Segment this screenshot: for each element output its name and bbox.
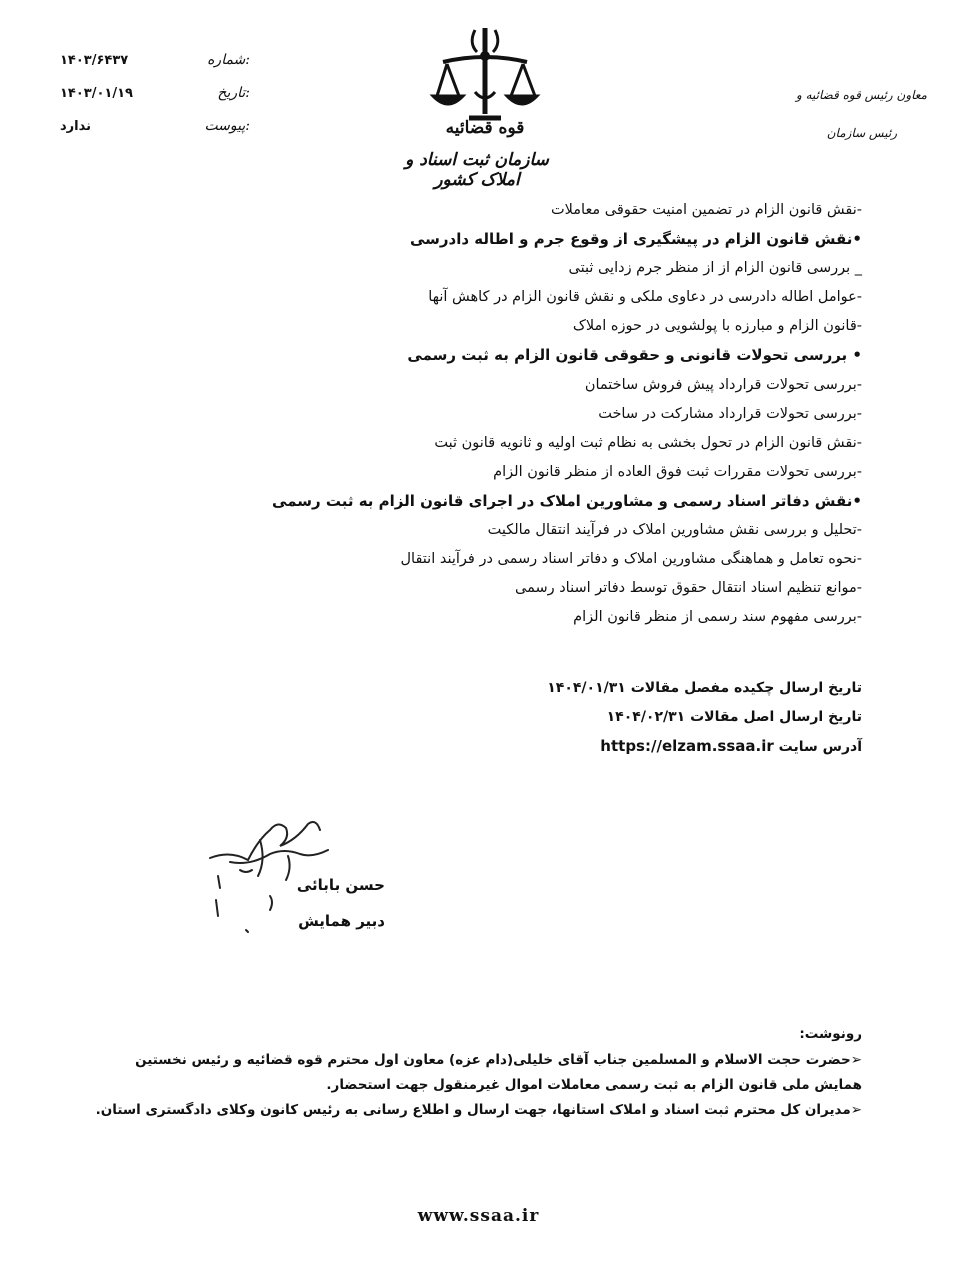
footer-website[interactable]: www.ssaa.ir [417, 1206, 540, 1226]
topic-item: -بررسی تحولات مقررات ثبت فوق العاده از منظر قانون الزام [493, 463, 862, 480]
topic-item: -موانع تنظیم اسناد انتقال حقوق توسط دفاتر اسناد رسمی [514, 580, 862, 597]
website-link[interactable]: https://elzam.ssaa.ir [600, 737, 774, 755]
cc-item-1-text: حضرت حجت الاسلام و المسلمین جناب آقای خلیلی(دام عزه) معاون اول محترم قوه قضائیه و رئیس نخستین همایش ملی قانون الزام به ثبت رسمی معاملات اموال غیرمنقول جهت استحضار. [135, 1052, 862, 1093]
topic-item: -بررسی مفهوم سند رسمی از منظر قانون الزام [573, 609, 862, 626]
topic-item: •نقش دفاتر اسناد رسمی و مشاورین املاک در اجرای قانون الزام به ثبت رسمی [272, 491, 862, 510]
letter-date: ۱۴۰۳/۰۱/۱۹ [60, 86, 133, 101]
organization-name: سازمان ثبت اسناد و املاک کشور [405, 150, 549, 190]
deadlines-block [442, 674, 862, 761]
topic-item: •نقش قانون الزام در پیشگیری از وقوع جرم و اطاله دادرسی [409, 230, 862, 249]
topic-item: -نقش قانون الزام در تضمین امنیت حقوقی معاملات [550, 202, 862, 218]
topic-item: • بررسی تحولات قانونی و حقوقی قانون الزام به ثبت رسمی [407, 346, 862, 365]
judiciary-title: قوه قضائیه [445, 118, 525, 138]
topic-item: -نقش قانون الزام در تحول بخشی به نظام ثبت اولیه و ثانویه قانون ثبت [434, 434, 862, 451]
cc-item-2 [92, 1098, 862, 1123]
attachment-label: پیوست: [204, 118, 250, 134]
topic-item: -عوامل اطاله دادرسی در دعاوی ملکی و نقش قانون الزام در کاهش آنها [428, 289, 862, 306]
cc-bullet-icon: ➢ [850, 1052, 862, 1068]
cc-block [92, 1020, 862, 1123]
signer-name: حسن بابائی [296, 876, 385, 894]
letter-number: ۱۴۰۳/۶۴۳۷ [60, 53, 129, 68]
abstract-deadline: تاریخ ارسال چکیده مفصل مقالات ۱۴۰۴/۰۱/۳۱ [547, 680, 862, 696]
letter-number-label: شماره: [207, 52, 250, 68]
recipient-line-2: رئیس سازمان [826, 126, 897, 140]
topic-item: _ بررسی قانون الزام از از منظر جرم زدایی ثبتی [568, 260, 862, 277]
topic-item: -بررسی تحولات قرارداد پیش فروش ساختمان [584, 376, 862, 393]
letter-date-row [60, 85, 250, 118]
letter-date-label: تاریخ: [217, 85, 250, 101]
cc-item-2-text: مدیران کل محترم ثبت اسناد و املاک استانها، جهت ارسال و اطلاع رسانی به رئیس کانون وکلای دادگستری استان. [95, 1102, 851, 1118]
topic-item: -بررسی تحولات قرارداد مشارکت در ساخت [598, 405, 862, 422]
topics-list [272, 196, 862, 632]
recipient-block [747, 88, 927, 140]
letter-meta [60, 52, 250, 151]
judiciary-emblem-icon [425, 22, 545, 130]
letter-number-row [60, 52, 250, 85]
paper-deadline: تاریخ ارسال اصل مقالات ۱۴۰۴/۰۲/۳۱ [606, 709, 862, 725]
cc-heading: رونوشت: [799, 1026, 862, 1042]
cc-bullet-icon: ➢ [850, 1102, 862, 1118]
recipient-line-1: معاون رئیس قوه قضائیه و [795, 88, 927, 102]
topic-item: -قانون الزام و مبارزه با پولشویی در حوزه املاک [572, 318, 862, 335]
website-row [442, 732, 862, 761]
topic-item: -نحوه تعامل و هماهنگی مشاورین املاک و دفاتر اسناد رسمی در فرآیند انتقال [400, 551, 862, 568]
website-label: آدرس سایت [778, 739, 862, 755]
attachment-value: ندارد [60, 119, 92, 134]
cc-item-1 [92, 1048, 862, 1098]
attachment-row [60, 118, 250, 151]
signer-title: دبیر همایش [298, 912, 385, 930]
topic-item: -تحلیل و بررسی نقش مشاورین املاک در فرآیند انتقال مالکیت [487, 522, 862, 539]
